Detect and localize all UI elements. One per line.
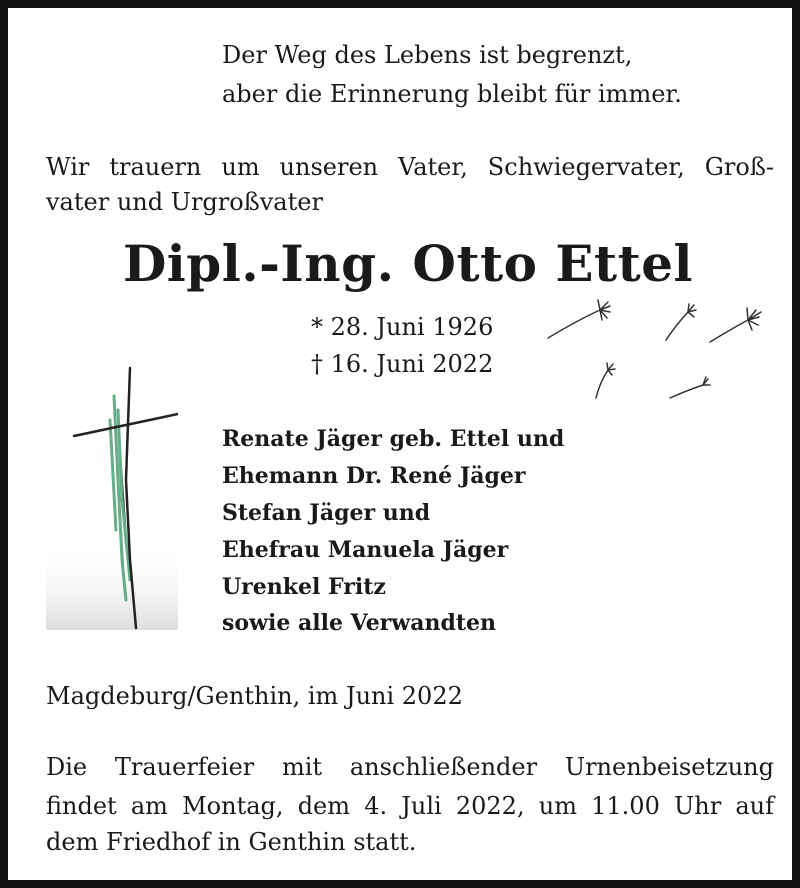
mourner-4: Ehefrau Manuela Jäger (222, 537, 509, 563)
funeral-line-2: findet am Montag, dem 4. Juli 2022, um 11.00 Uhr auf (46, 792, 774, 820)
place-date: Magdeburg/Genthin, im Juni 2022 (46, 682, 463, 710)
mourner-5: Urenkel Fritz (222, 574, 386, 600)
mourner-3: Stefan Jäger und (222, 500, 431, 526)
funeral-line-1: Die Trauerfeier mit anschließender Urnenbeisetzung (46, 753, 774, 781)
mourner-2: Ehemann Dr. René Jäger (222, 463, 526, 489)
quote-line-1: Der Weg des Lebens ist begrenzt, (222, 41, 633, 69)
mourner-1: Renate Jäger geb. Ettel und (222, 426, 565, 452)
dandelion-seed-icon (538, 290, 788, 410)
death-date: † 16. Juni 2022 (311, 350, 494, 378)
quote-line-2: aber die Erinnerung bleibt für immer. (222, 80, 682, 108)
deceased-name: Dipl.-Ing. Otto Ettel (122, 234, 694, 293)
intro-line-1: Wir trauern um unseren Vater, Schwiegervater, Groß- (46, 153, 774, 181)
cross-icon (38, 360, 178, 630)
funeral-line-3: dem Friedhof in Genthin statt. (46, 828, 417, 856)
birth-date: * 28. Juni 1926 (311, 313, 494, 341)
intro-line-2: vater und Urgroßvater (46, 188, 323, 216)
mourner-6: sowie alle Verwandten (222, 610, 497, 636)
